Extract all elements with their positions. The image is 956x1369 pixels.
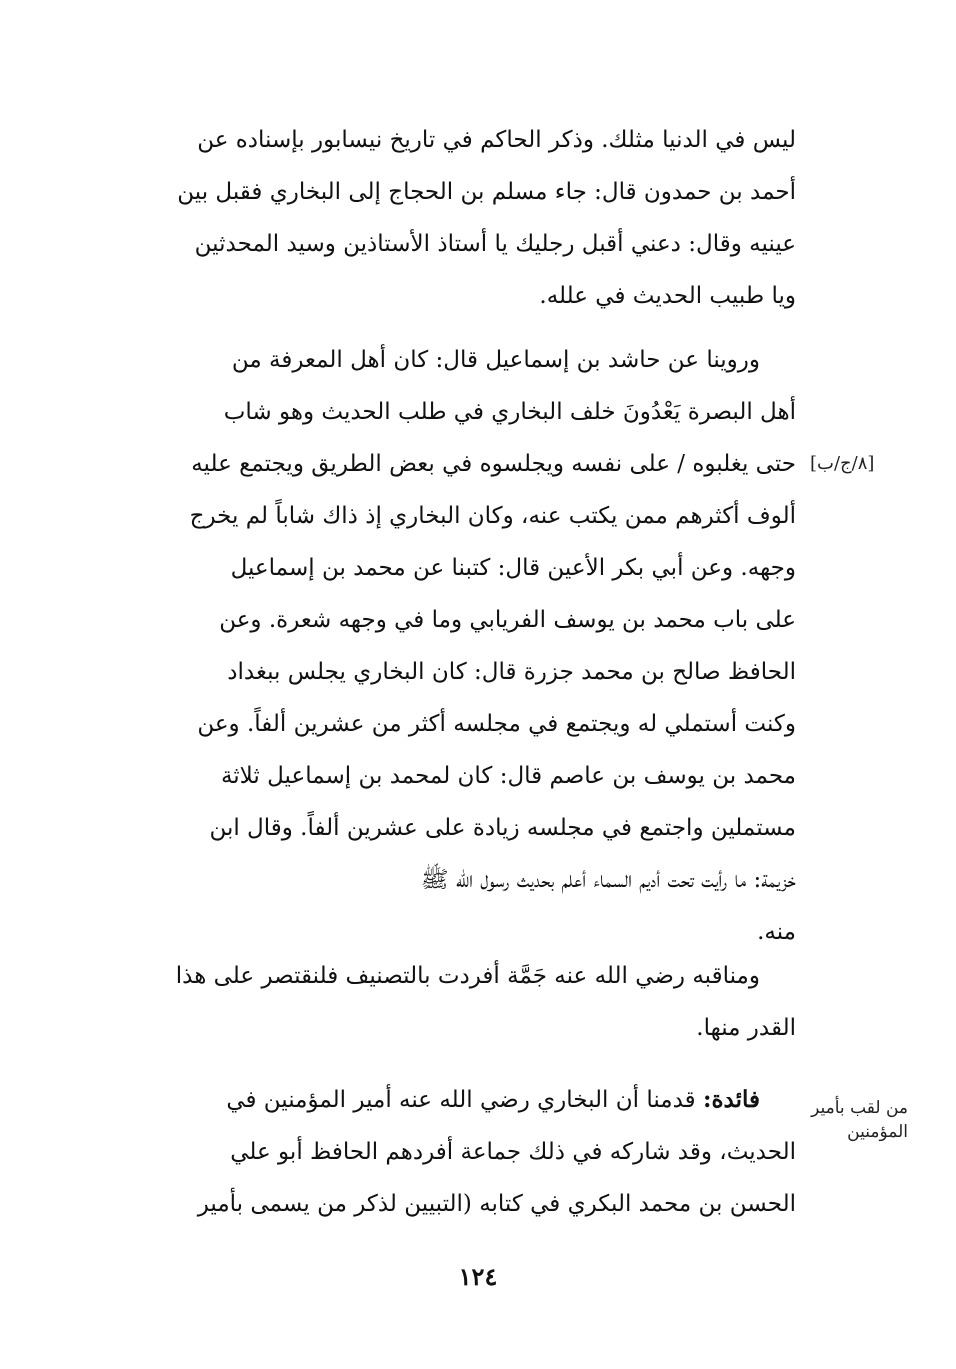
text-line: منه. <box>757 919 796 945</box>
text-line: ويا طبيب الحديث في علله. <box>539 283 796 309</box>
side-title-line: من لقب بأمير <box>811 1098 908 1118</box>
text-line: على باب محمد بن يوسف الفريابي وما في وجهه شعرة. وعن <box>219 607 796 633</box>
text-line <box>128 1074 796 1126</box>
paragraph-3 <box>128 950 796 1054</box>
text-line: أحمد بن حمدون قال: جاء مسلم بن الحجاج إلى البخاري فقبل بين <box>177 179 796 205</box>
text-line: الحسن بن محمد البكري في كتابه (التبيين لذكر من يسمى بأمير <box>197 1191 796 1217</box>
paragraph-4 <box>128 1074 796 1230</box>
text-line: الحديث، وقد شاركه في ذلك جماعة أفردهم الحافظ أبو علي <box>230 1139 796 1165</box>
text-line: ليس في الدنيا مثلك. وذكر الحاكم في تاريخ نيسابور بإسناده عن <box>197 127 796 153</box>
paragraph-1 <box>128 114 796 322</box>
text-line: القدر منها. <box>696 1015 796 1041</box>
paragraph-2 <box>128 334 796 958</box>
text-line: ألوف أكثرهم ممن يكتب عنه، وكان البخاري إذ ذاك شاباً لم يخرج <box>189 503 796 529</box>
page-number: ١٢٤ <box>458 1262 498 1291</box>
text-line: حتى يغلبوه / على نفسه ويجلسوه في بعض الطريق ويجتمع عليه <box>191 451 796 477</box>
note-lead: فائدة: <box>702 1086 760 1113</box>
text-line: محمد بن يوسف بن عاصم قال: كان لمحمد بن إسماعيل ثلاثة <box>220 763 796 789</box>
text-line: عينيه وقال: دعني أقبل رجليك يا أستاذ الأستاذين وسيد المحدثين <box>194 231 796 257</box>
text-line: خزيمة: ما رأيت تحت أديم السماء أعلم بحديث رسول الله ﷺ <box>420 867 796 893</box>
note-text: قدمنا أن البخاري رضي الله عنه أمير المؤمنين في <box>226 1087 696 1113</box>
side-title <box>800 1096 908 1144</box>
text-line: الحافظ صالح بن محمد جزرة قال: كان البخاري يجلس ببغداد <box>227 659 796 685</box>
text-line: ومناقبه رضي الله عنه جَمَّة أفردت بالتصنيف فلنقتصر على هذا <box>175 963 760 989</box>
text-line: مستملين واجتمع في مجلسه زيادة على عشرين ألفاً. وقال ابن <box>209 815 796 841</box>
text-line: أهل البصرة يَعْدُونَ خلف البخاري في طلب الحديث وهو شاب <box>223 399 796 425</box>
text-line: وكنت أستملي له ويجتمع في مجلسه أكثر من عشرين ألفاً. وعن <box>197 711 796 737</box>
text-line: وروينا عن حاشد بن إسماعيل قال: كان أهل المعرفة من <box>231 347 760 373</box>
text-line: وجهه. وعن أبي بكر الأعين قال: كتبنا عن محمد بن إسماعيل <box>230 555 796 581</box>
folio-marker: [٨/ج/ب] <box>810 453 875 474</box>
side-title-line: المؤمنين <box>847 1122 908 1142</box>
